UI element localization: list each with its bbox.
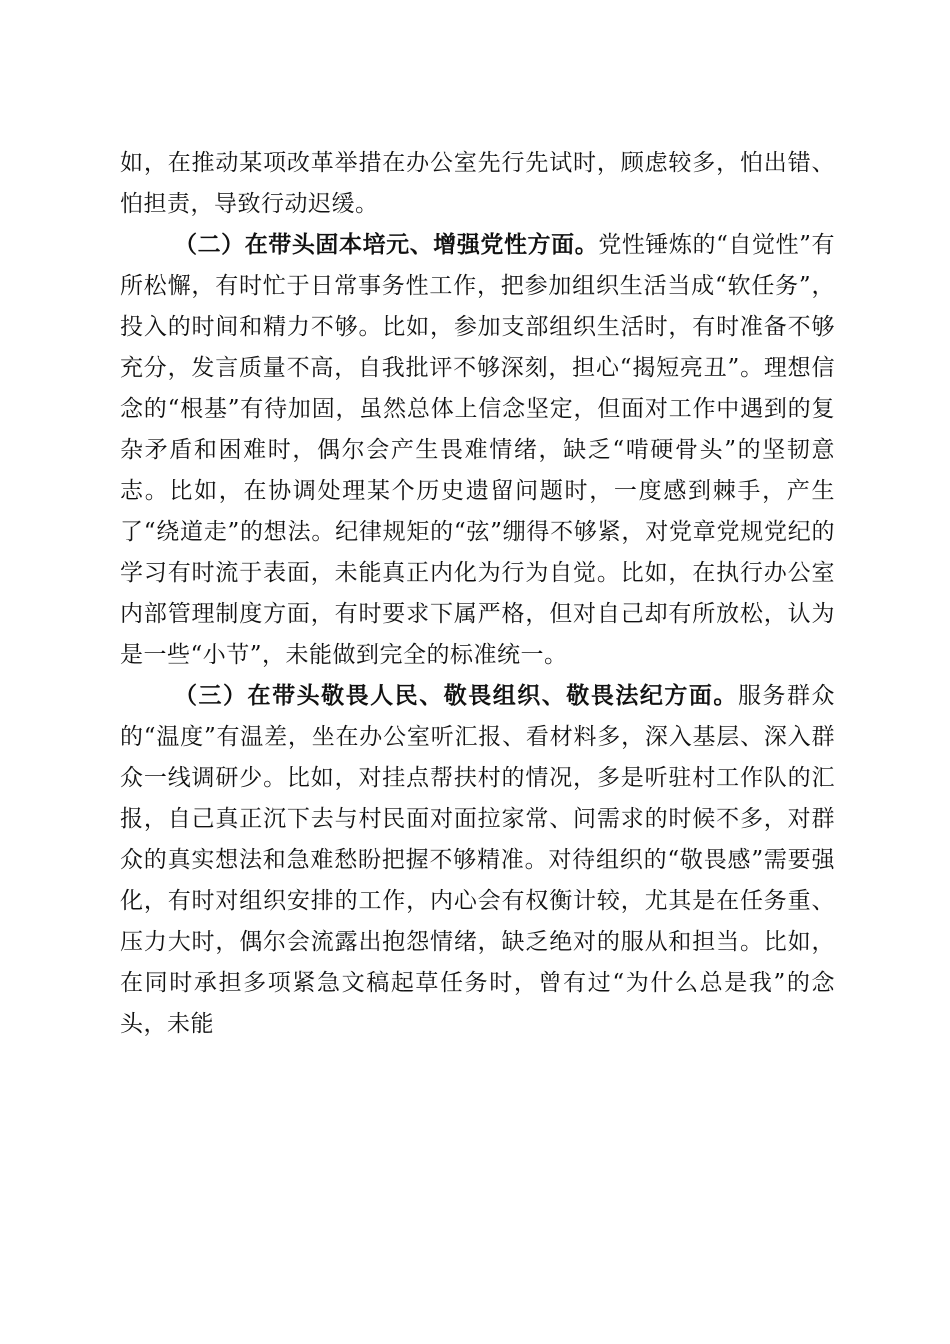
section-heading-2: （二）在带头固本培元、增强党性方面。: [174, 232, 599, 258]
paragraph-section-3: [120, 676, 835, 1045]
paragraph-text: 如，在推动某项改革举措在办公室先行先试时，顾虑较多，怕出错、怕担责，导致行动迟缓。: [120, 150, 835, 217]
paragraph-section-2: [120, 225, 835, 676]
document-body: [120, 143, 835, 1045]
section-heading-3: （三）在带头敬畏人民、敬畏组织、敬畏法纪方面。: [174, 683, 738, 709]
paragraph-text: 党性锤炼的“自觉性”有所松懈，有时忙于日常事务性工作，把参加组织生活当成“软任务”，投入的时间和精力不够。比如，参加支部组织生活时，有时准备不够充分，发言质量不高，自我批评不够深刻，担心“揭短亮丑”。理想信念的“根基”有待加固，虽然总体上信念坚定，但面对工作中遇到的复杂矛盾和困难时，偶尔会产生畏难情绪，缺乏“啃硬骨头”的坚韧意志。比如，在协调处理某个历史遗留问题时，一度感到棘手，产生了“绕道走”的想法。纪律规矩的“弦”绷得不够紧，对党章党规党纪的学习有时流于表面，未能真正内化为行为自觉。比如，在执行办公室内部管理制度方面，有时要求下属严格，但对自己却有所放松，认为是一些“小节”，未能做到完全的标准统一。: [120, 232, 835, 668]
paragraph-text: 服务群众的“温度”有温差，坐在办公室听汇报、看材料多，深入基层、深入群众一线调研少。比如，对挂点帮扶村的情况，多是听驻村工作队的汇报，自己真正沉下去与村民面对面拉家常、问需求的时候不多，对群众的真实想法和急难愁盼把握不够精准。对待组织的“敬畏感”需要强化，有时对组织安排的工作，内心会有权衡计较，尤其是在任务重、压力大时，偶尔会流露出抱怨情绪，缺乏绝对的服从和担当。比如，在同时承担多项紧急文稿起草任务时，曾有过“为什么总是我”的念头，未能: [120, 683, 836, 1037]
paragraph-continuation: [120, 143, 835, 225]
